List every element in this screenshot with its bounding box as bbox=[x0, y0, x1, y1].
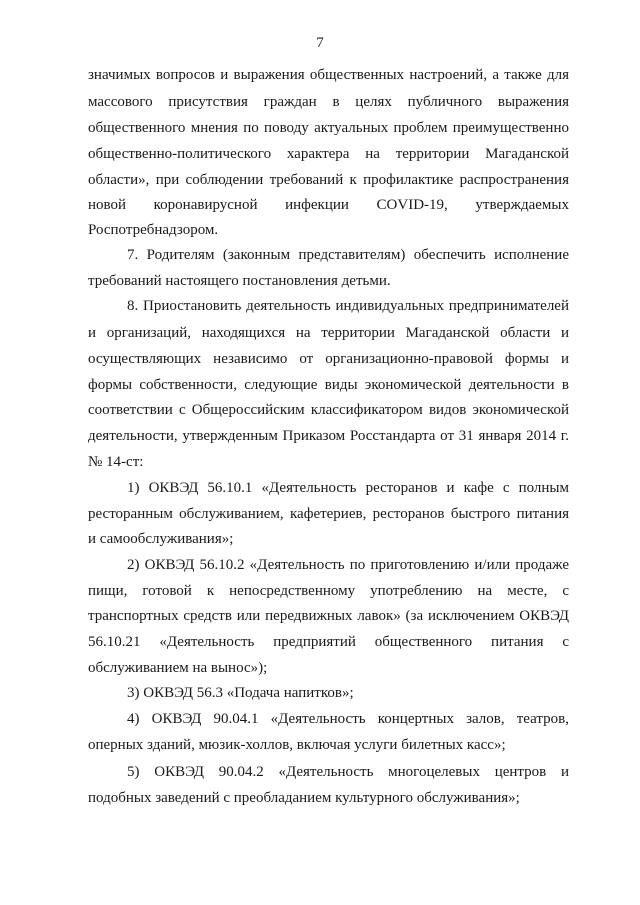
text-line: общественного мнения по поводу актуальных проблем преимущественно bbox=[88, 120, 569, 136]
list-item-3: 3) ОКВЭД 56.3 «Подача напитков»; bbox=[127, 685, 354, 701]
list-item-4: 4) ОКВЭД 90.04.1 «Деятельность концертных залов, театров, bbox=[127, 711, 569, 727]
text-line: подобных заведений с преобладанием культурного обслуживания»; bbox=[88, 790, 520, 806]
list-item-2: 2) ОКВЭД 56.10.2 «Деятельность по приготовлению и/или продаже bbox=[127, 557, 569, 573]
paragraph-7: 7. Родителям (законным представителям) обеспечить исполнение bbox=[127, 247, 569, 263]
page-number: 7 bbox=[316, 35, 324, 51]
text-line: значимых вопросов и выражения общественных настроений, а также для bbox=[88, 67, 569, 83]
text-line: пищи, готовой к непосредственному употреблению на месте, с bbox=[88, 583, 569, 599]
text-line: области», при соблюдении требований к профилактике распространения bbox=[88, 172, 569, 188]
list-item-5: 5) ОКВЭД 90.04.2 «Деятельность многоцелевых центров и bbox=[127, 764, 569, 780]
text-line: соответствии с Общероссийским классификатором видов экономической bbox=[88, 402, 569, 418]
text-line: формы собственности, следующие виды экономической деятельности в bbox=[88, 377, 569, 393]
text-line: оперных зданий, мюзик-холлов, включая услуги билетных касс»; bbox=[88, 737, 506, 753]
text-line: осуществляющих независимо от организационно-правовой формы и bbox=[88, 351, 569, 367]
text-line: ресторанным обслуживанием, кафетериев, ресторанов быстрого питания bbox=[88, 506, 569, 522]
list-item-1: 1) ОКВЭД 56.10.1 «Деятельность ресторанов и кафе с полным bbox=[127, 480, 569, 496]
text-line: требований настоящего постановления детьми. bbox=[88, 273, 391, 289]
paragraph-8: 8. Приостановить деятельность индивидуальных предпринимателей bbox=[127, 298, 569, 314]
text-line: Роспотребнадзором. bbox=[88, 222, 219, 238]
text-line: новой коронавирусной инфекции COVID-19, утверждаемых bbox=[88, 197, 569, 213]
text-line: № 14-ст: bbox=[88, 454, 144, 470]
text-line: и самообслуживания»; bbox=[88, 531, 234, 547]
text-line: обслуживанием на вынос»); bbox=[88, 660, 268, 676]
text-line: общественно-политического характера на территории Магаданской bbox=[88, 146, 569, 162]
text-line: и организаций, находящихся на территории Магаданской области и bbox=[88, 325, 569, 341]
text-line: транспортных средств или передвижных лавок» (за исключением ОКВЭД bbox=[88, 608, 569, 624]
text-line: массового присутствия граждан в целях публичного выражения bbox=[88, 94, 569, 110]
text-line: 56.10.21 «Деятельность предприятий общественного питания с bbox=[88, 634, 569, 650]
text-line: деятельности, утвержденным Приказом Росстандарта от 31 января 2014 г. bbox=[88, 428, 569, 444]
